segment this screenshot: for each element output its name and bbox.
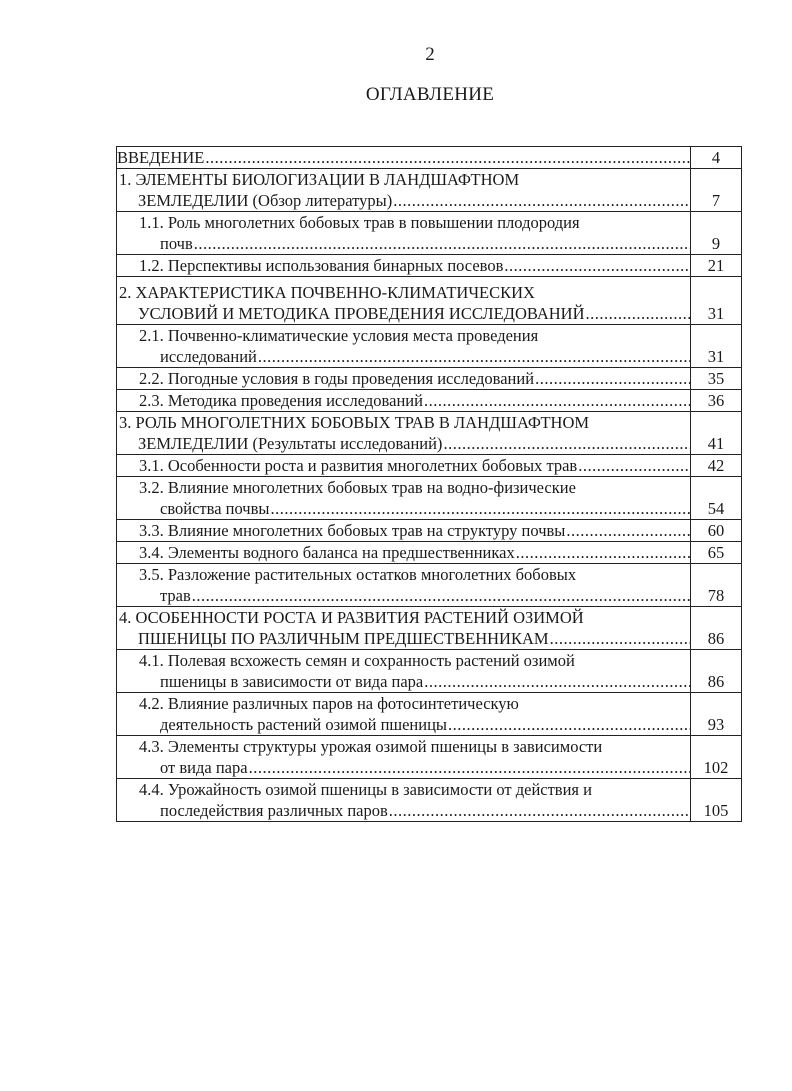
toc-entry-text: 2.1. Почвенно-климатические условия места проведения [139, 326, 539, 345]
toc-entry-title [117, 277, 691, 325]
toc-entry-text: 4.4. Урожайность озимой пшеницы в зависимости от действия и [139, 780, 592, 799]
toc-title: ОГЛАВЛЕНИЕ [365, 84, 495, 105]
toc-row [117, 542, 742, 564]
toc-entry-text-cont: ПШЕНИЦЫ ПО РАЗЛИЧНЫМ ПРЕДШЕСТВЕННИКАМ [138, 629, 549, 648]
toc-entry-text: 2.2. Погодные условия в годы проведения исследований [139, 369, 535, 388]
toc-entry-text: 2. ХАРАКТЕРИСТИКА ПОЧВЕННО-КЛИМАТИЧЕСКИХ [119, 283, 535, 302]
toc-entry-page: 31 [691, 277, 742, 325]
toc-row [117, 255, 742, 277]
toc-entry-title [117, 542, 691, 564]
toc-row [117, 212, 742, 255]
toc-row [117, 169, 742, 212]
toc-entry-title [117, 564, 691, 607]
toc-row [117, 325, 742, 368]
toc-entry-page: 102 [691, 736, 742, 779]
toc-entry-title [117, 412, 691, 455]
toc-entry-page: 42 [691, 455, 742, 477]
toc-entry-page: 21 [691, 255, 742, 277]
toc-row [117, 277, 742, 325]
toc-row [117, 390, 742, 412]
toc-entry-title [117, 693, 691, 736]
toc-entry-title [117, 169, 691, 212]
toc-row [117, 455, 742, 477]
toc-entry-text: 2.3. Методика проведения исследований [139, 391, 423, 410]
toc-entry-text: 3.2. Влияние многолетних бобовых трав на водно-физические [139, 478, 576, 497]
toc-entry-text-cont: деятельность растений озимой пшеницы [160, 715, 448, 734]
toc-entry-page: 41 [691, 412, 742, 455]
toc-row [117, 412, 742, 455]
toc-entry-text-cont: свойства почвы [160, 499, 270, 518]
toc-row [117, 736, 742, 779]
toc-entry-text-cont: последействия различных паров [160, 801, 388, 820]
page-number: 2 [425, 44, 435, 65]
toc-entry-text: 4.3. Элементы структуры урожая озимой пшеницы в зависимости [139, 737, 603, 756]
toc-entry-page: 78 [691, 564, 742, 607]
toc-entry-text-cont: исследований [160, 347, 257, 366]
toc-entry-page: 65 [691, 542, 742, 564]
toc-entry-page: 31 [691, 325, 742, 368]
toc-entry-page: 9 [691, 212, 742, 255]
toc-entry-title [117, 736, 691, 779]
toc-row [117, 477, 742, 520]
toc-row [117, 147, 742, 169]
toc-entry-text: 3.3. Влияние многолетних бобовых трав на структуру почвы [139, 521, 566, 540]
toc-row [117, 607, 742, 650]
toc-entry-page: 105 [691, 779, 742, 822]
toc-entry-text: 4.1. Полевая всхожесть семян и сохранность растений озимой [139, 651, 575, 670]
toc-entry-page: 54 [691, 477, 742, 520]
toc-row [117, 779, 742, 822]
toc-entry-title [117, 650, 691, 693]
toc-entry-title [117, 455, 691, 477]
toc-entry-title [117, 390, 691, 412]
toc-entry-text: 1.2. Перспективы использования бинарных посевов [139, 256, 504, 275]
toc-entry-text-cont: почв [160, 234, 193, 253]
toc-entry-page: 86 [691, 607, 742, 650]
toc-entry-title [117, 779, 691, 822]
toc-row [117, 368, 742, 390]
toc-entry-text: 3.1. Особенности роста и развития многолетних бобовых трав [139, 456, 578, 475]
toc-entry-title [117, 255, 691, 277]
toc-entry-title [117, 325, 691, 368]
toc-entry-title [117, 520, 691, 542]
toc-row [117, 564, 742, 607]
toc-entry-page: 60 [691, 520, 742, 542]
toc-entry-title [117, 368, 691, 390]
toc-entry-page: 7 [691, 169, 742, 212]
toc-entry-text: 3.4. Элементы водного баланса на предшественниках [139, 543, 515, 562]
toc-entry-text-cont: ЗЕМЛЕДЕЛИИ (Обзор литературы) [138, 191, 393, 210]
toc-entry-text-cont: УСЛОВИЙ И МЕТОДИКА ПРОВЕДЕНИЯ ИССЛЕДОВАНИЙ [138, 304, 585, 323]
toc-entry-text: 3.5. Разложение растительных остатков многолетних бобовых [139, 565, 577, 584]
toc-entry-text-cont: от вида пара [160, 758, 248, 777]
toc-entry-text: 4. ОСОБЕННОСТИ РОСТА И РАЗВИТИЯ РАСТЕНИЙ ОЗИМОЙ [119, 608, 584, 627]
toc-entry-text-cont: ЗЕМЛЕДЕЛИИ (Результаты исследований) [138, 434, 443, 453]
toc-entry-page: 86 [691, 650, 742, 693]
toc-entry-page: 4 [691, 147, 742, 169]
toc-entry-title [117, 212, 691, 255]
toc-entry-text: ВВЕДЕНИЕ [117, 148, 205, 167]
toc-entry-text: 4.2. Влияние различных паров на фотосинтетическую [139, 694, 519, 713]
toc-entry-text-cont: пшеницы в зависимости от вида пара [160, 672, 424, 691]
toc-entry-text: 3. РОЛЬ МНОГОЛЕТНИХ БОБОВЫХ ТРАВ В ЛАНДШАФТНОМ [119, 413, 590, 432]
table-of-contents [116, 146, 742, 822]
toc-entry-text: 1.1. Роль многолетних бобовых трав в повышении плодородия [139, 213, 580, 232]
toc-entry-title [117, 477, 691, 520]
toc-row [117, 650, 742, 693]
toc-entry-title [117, 147, 691, 169]
toc-entry-page: 35 [691, 368, 742, 390]
toc-row [117, 520, 742, 542]
toc-entry-page: 36 [691, 390, 742, 412]
toc-entry-text-cont: трав [160, 586, 191, 605]
toc-entry-page: 93 [691, 693, 742, 736]
toc-row [117, 693, 742, 736]
toc-entry-title [117, 607, 691, 650]
toc-entry-text: 1. ЭЛЕМЕНТЫ БИОЛОГИЗАЦИИ В ЛАНДШАФТНОМ [119, 170, 520, 189]
